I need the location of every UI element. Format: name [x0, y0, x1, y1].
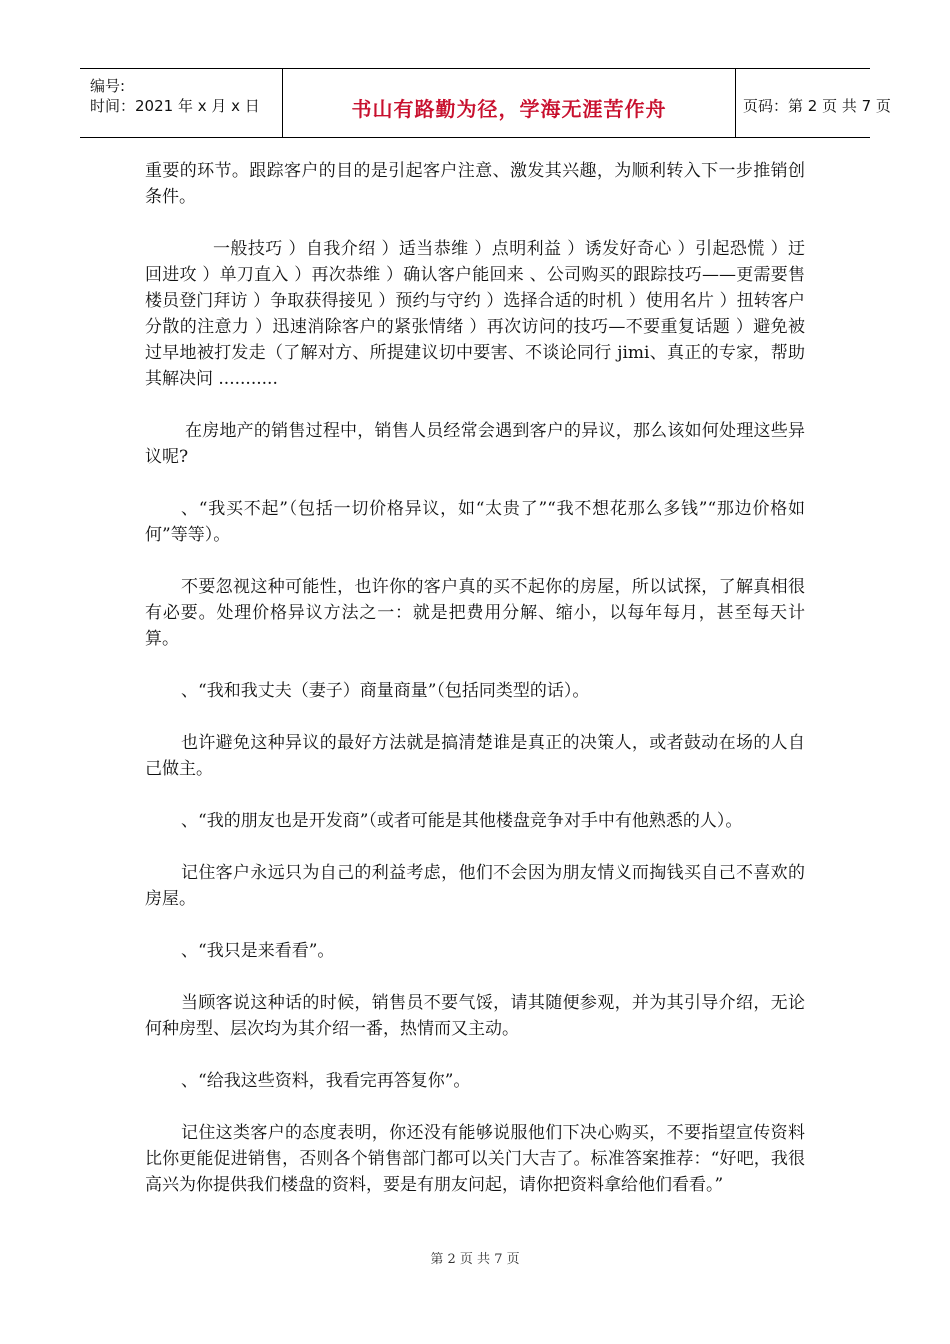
- heading-friend-developer: 、“我的朋友也是开发商”（或者可能是其他楼盘竞争对手中有他熟悉的人）。: [181, 811, 743, 831]
- heading-discuss-spouse: 、“我和我丈夫（妻子）商量商量”（包括同类型的话）。: [181, 681, 590, 701]
- document-body: [145, 158, 805, 1198]
- paragraph-discuss-spouse: 也许避免这种异议的最好方法就是搞清楚谁是真正的决策人，或者鼓动在场的人自己做主。: [145, 733, 805, 779]
- paragraph-give-materials: 记住这类客户的态度表明，你还没有能够说服他们下决心购买，不要指望宣传资料比你更能促进销售，否则各个销售部门都可以关门大吉了。标准答案推荐：“好吧，我很高兴为你提供我们楼盘的资料，要是有朋友问起，请你把资料拿给他们看看。”: [145, 1123, 805, 1195]
- header-meta: [80, 69, 282, 137]
- document-time-label: 时间：2021 年 x 月 x 日: [90, 97, 260, 115]
- heading-cannot-afford: 、“我买不起”（包括一切价格异议，如“太贵了”“我不想花那么多钱”“那边价格如何”等等）。: [145, 499, 805, 545]
- paragraph-friend-developer: 记住客户永远只为自己的利益考虑，他们不会因为朋友情义而掏钱买自己不喜欢的房屋。: [145, 863, 805, 909]
- header-slogan: 书山有路勤为径，学海无涯苦作舟: [351, 97, 667, 121]
- paragraph-cannot-afford: 不要忽视这种可能性，也许你的客户真的买不起你的房屋，所以试探，了解真相很有必要。处理价格异议方法之一：就是把费用分解、缩小，以每年每月，甚至每天计算。: [145, 577, 805, 649]
- heading-just-looking: 、“我只是来看看”。: [181, 941, 335, 961]
- document-number-label: 编号:: [90, 77, 126, 95]
- page-footer: 第 2 页 共 7 页: [430, 1252, 520, 1267]
- page-header: [80, 68, 891, 138]
- paragraph-objections-intro: 在房地产的销售过程中，销售人员经常会遇到客户的异议，那么该如何处理这些异议呢?: [145, 421, 805, 467]
- paragraph-just-looking: 当顾客说这种话的时候，销售员不要气馁，请其随便参观，并为其引导介绍，无论何种房型、层次均为其介绍一番，热情而又主动。: [145, 993, 805, 1039]
- paragraph-tracking-techniques: 一般技巧 ）自我介绍 ）适当恭维 ）点明利益 ）诱发好奇心 ）引起恐慌 ）迂回进攻 ）单刀直入 ）再次恭维 ）确认客户能回来 、公司购买的跟踪技巧——更需要售楼员登门拜访 ）争取获得接见 ）预约与守约 ）选择合适的时机 ）使用名片 ）扭转客户分散的注意力 ）迅速消除客户的紧张情绪 ）再次访问的技巧—不要重复话题 ）避免被过早地被打发走（了解对方、所提建议切中要害、不谈论同行 jimi、真正的专家，帮助其解决问 ...........: [145, 239, 805, 389]
- heading-give-materials: 、“给我这些资料，我看完再答复你”。: [181, 1071, 471, 1091]
- header-page-code: 页码：第 2 页 共 7 页: [743, 97, 891, 115]
- header-slogan-cell: [282, 69, 736, 137]
- header-page-cell: [735, 69, 891, 137]
- paragraph-tracking-purpose: 重要的环节。跟踪客户的目的是引起客户注意、激发其兴趣，为顺利转入下一步推销创条件。: [145, 161, 805, 207]
